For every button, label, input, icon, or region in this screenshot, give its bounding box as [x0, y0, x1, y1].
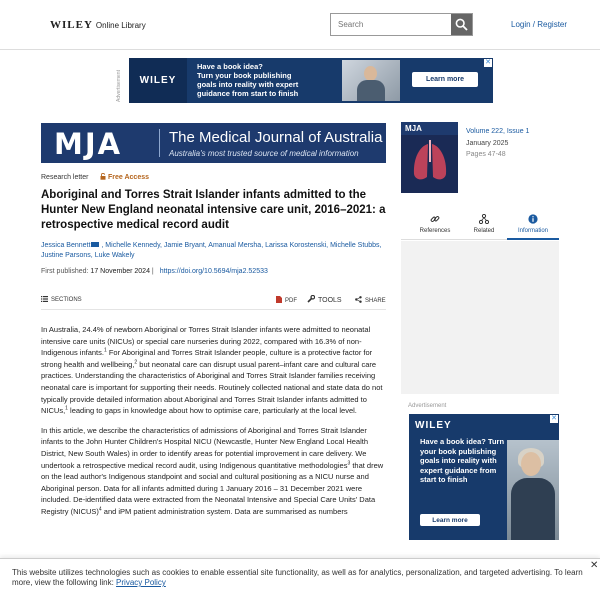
- tab-label: References: [419, 228, 451, 234]
- privacy-policy-link[interactable]: Privacy Policy: [116, 578, 166, 587]
- ad-label: Advertisement: [116, 70, 122, 102]
- journal-subtitle: Australia's most trusted source of medical information: [169, 149, 359, 158]
- tab-information[interactable]: [507, 210, 559, 240]
- logo-brand: WILEY: [50, 19, 93, 31]
- free-access-badge: [100, 173, 149, 181]
- ad-learn-more-button[interactable]: Learn more: [412, 72, 478, 87]
- email-icon[interactable]: [91, 242, 99, 247]
- cover-abbr: MJA: [401, 122, 458, 135]
- journal-cover[interactable]: [401, 122, 458, 193]
- journal-abbr: MJA: [54, 127, 123, 161]
- ad-text: [197, 62, 298, 98]
- info-icon: [528, 214, 538, 224]
- issue-pages: Pages 47-48: [466, 151, 506, 158]
- share-label: SHARE: [365, 298, 386, 304]
- paragraph: In this article, we describe the characteristics of admissions of Aboriginal and Torres Strait Islander infants to the John Hunter Children's Hospital NICU (Newcastle, Hunter New England Local Health District, New South Wales) in order to identify areas for potential improvement in care delivery. We undertook a retrospective medical record audit, using Indigenous quantitative methodologies$^3$ that drew on the lead author's Indigenous standpoint and social and cultural positioning as a NICU nurse and Aboriginal person. Data for all infants admitted during 1 January 2016 – 31 December 2021 were included. De-identified data were extracted from the Neonatal Intensive and Special Care Units' Data Registry (NICUS)$^4$ and iPM patient administration system. Data are summarised as numbers: [41, 425, 384, 516]
- ad-label: Advertisement: [408, 403, 447, 409]
- ad-photo: [507, 440, 559, 540]
- tools-button[interactable]: [307, 295, 342, 304]
- top-advertisement[interactable]: [129, 58, 493, 103]
- ad-learn-more-button[interactable]: Learn more: [420, 514, 480, 526]
- link-icon: [430, 214, 440, 224]
- cookie-text: This website utilizes technologies such as cookies to enable essential site functionality, as well as for analytics, personalization, and targeted advertising. To learn more, view the following link: Privacy Policy: [12, 568, 583, 587]
- login-register-link[interactable]: Login / Register: [511, 20, 568, 29]
- close-icon[interactable]: ✕: [590, 560, 599, 571]
- wrench-icon: [307, 295, 315, 303]
- author-links[interactable]: , Michelle Kennedy, Jamie Bryant, Amanual Mersha, Larissa Korostenski, Michelle Stubbs, Justine Parsons, Luke Wakely: [41, 242, 382, 259]
- reference-link[interactable]: 3: [347, 460, 351, 467]
- author-list: [41, 241, 386, 261]
- publication-info: First published: 17 November 2024 | https://doi.org/10.5694/mja2.52533: [41, 268, 268, 275]
- ad-brand: WILEY: [415, 420, 452, 431]
- pdf-icon: [276, 296, 282, 303]
- lungs-illustration: [410, 140, 450, 184]
- sections-button[interactable]: [41, 296, 82, 303]
- wiley-logo[interactable]: [50, 19, 146, 31]
- ad-text: Have a book idea? Turn your book publishing goals into reality with expert guidance from start to finish: [420, 437, 505, 484]
- list-icon: [41, 296, 48, 302]
- site-header: [0, 0, 600, 50]
- pdf-button[interactable]: [276, 296, 297, 304]
- logo-sub: Online Library: [95, 21, 146, 30]
- pdf-label: PDF: [285, 298, 297, 304]
- ad-text-line: goals into reality with expert: [197, 80, 299, 89]
- network-icon: [479, 214, 489, 224]
- article-title: Aboriginal and Torres Strait Islander infants admitted to the Hunter New England neonatal intensive care unit, 2016–2021: a retrospective medical record audit: [41, 189, 386, 231]
- search-box: [330, 13, 473, 36]
- issue-date: January 2025: [466, 140, 509, 147]
- paragraph: In Australia, 24.4% of newborn Aboriginal or Torres Strait Islander infants were admitted to neonatal intensive care units (NICUs) or special care nurseries during 2022, compared with 16.3% of non-Indigenous infants.$^1$ For Aboriginal and Torres Strait Islander people, culture is a protective factor for strong health and wellbeing,$^2$ but neonatal care can disrupt usual parent–infant care and cultural care practices. Understanding the characteristics of Aboriginal and Torres Strait Islander families receiving neonatal care is important for supporting their needs. Routinely collected national and state data do not typically provide detailed information about Aboriginal and Torres Strait Islander infants admitted to NICUs,$^1$ leading to gaps in knowledge about how to optimise care, particularly at the local level.: [41, 325, 383, 416]
- reference-link[interactable]: 4: [98, 506, 102, 513]
- search-icon: [455, 18, 468, 31]
- sidebar-tabs: [401, 210, 559, 240]
- free-access-label: Free Access: [108, 174, 149, 181]
- article-body: [41, 324, 386, 526]
- doi-link[interactable]: https://doi.org/10.5694/mja2.52533: [159, 268, 268, 275]
- reference-link[interactable]: 1: [65, 405, 68, 412]
- search-input[interactable]: [331, 14, 451, 35]
- ad-text-line: Turn your book publishing: [197, 71, 292, 80]
- tab-label: Information: [517, 228, 548, 234]
- unlock-icon: [100, 173, 106, 180]
- issue-link[interactable]: Volume 222, Issue 1: [466, 128, 530, 135]
- tab-panel: [401, 241, 559, 394]
- ad-text-line: Have a book idea?: [197, 62, 263, 71]
- ad-brand: WILEY: [129, 58, 187, 103]
- first-published-date: 17 November 2024: [90, 268, 150, 275]
- ad-close-icon[interactable]: ✕: [485, 59, 491, 66]
- reference-link[interactable]: 2: [134, 359, 138, 366]
- reference-link[interactable]: 1: [103, 347, 107, 354]
- first-published-label: First published:: [41, 268, 89, 275]
- side-advertisement[interactable]: [409, 414, 559, 540]
- tab-label: Related: [473, 228, 495, 234]
- share-button[interactable]: [355, 296, 386, 304]
- ad-photo: [342, 60, 400, 101]
- journal-title: The Medical Journal of Australia: [169, 129, 383, 146]
- tools-label: TOOLS: [318, 297, 342, 304]
- search-button[interactable]: [451, 14, 472, 35]
- sections-label: SECTIONS: [51, 297, 82, 303]
- article-type: Research letter: [41, 174, 89, 181]
- journal-banner[interactable]: [41, 123, 386, 163]
- share-icon: [355, 296, 362, 303]
- author-link[interactable]: Jessica Bennett: [41, 242, 91, 249]
- article-toolbar: [41, 290, 386, 310]
- tab-related[interactable]: [458, 210, 510, 240]
- tab-references[interactable]: [409, 210, 461, 240]
- ad-close-icon[interactable]: ✕: [551, 415, 557, 422]
- cookie-banner: [0, 558, 600, 600]
- ad-text-line: guidance from start to finish: [197, 89, 299, 98]
